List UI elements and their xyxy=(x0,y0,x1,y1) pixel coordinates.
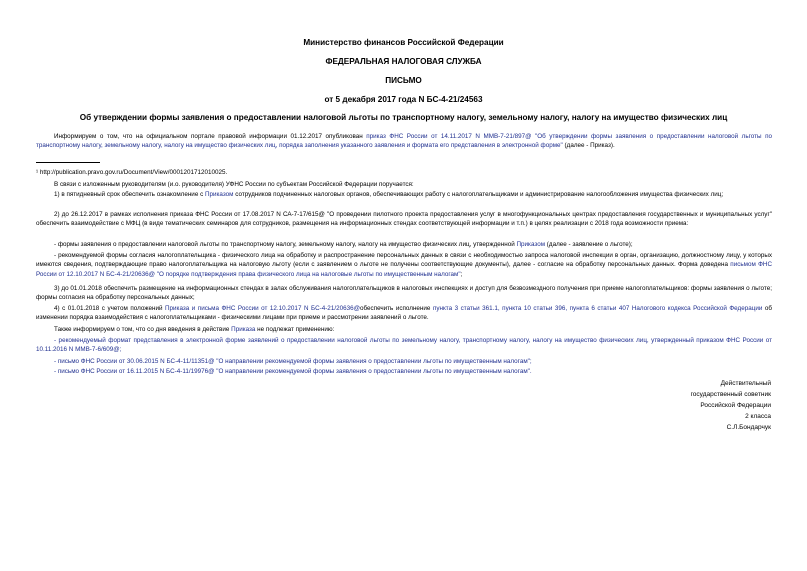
p5-text: - рекомендуемой формы согласия налогоплательщика - физического лица на обработку и распространение персональных данных в связи с необходимостью запроса налоговой инспекции в орган, организацию, должностному лицу, у которых имеются сведения, подтверждающие право налогоплательщика на налоговую льготу (если с заявлением о льготе не получены соответствующие документы), далее - согласие на обработку персональных данных. Форма доведена xyxy=(36,252,772,269)
order-link-3[interactable]: Приказом xyxy=(516,241,546,248)
doc-type: ПИСЬМО xyxy=(385,76,422,85)
service-title: ФЕДЕРАЛЬНАЯ НАЛОГОВАЯ СЛУЖБА xyxy=(325,57,482,66)
paragraph-7 xyxy=(36,304,772,323)
paragraph-4 xyxy=(36,240,772,249)
paragraph-2 xyxy=(36,190,772,199)
paragraph-6: 3) до 01.01.2018 обеспечить размещение на информационных стендах в залах обслуживания налогоплательщиков в налоговых инспекциях и доступ для безвозмездного получения при приеме налогоплательщиков: формы заявления о льготе; формы согласия на обработку персональных данных; xyxy=(36,285,772,302)
paragraph-8 xyxy=(36,325,772,334)
letter-link[interactable]: письмом ФНС России от 12.10.2017 N БС-4-21/20636@ "О порядке подтверждения права физического лица на налоговые льготы по имущественным налогам" xyxy=(36,261,772,278)
footnote: ¹ http://publication.pravo.gov.ru/Document/View/0001201712010025. xyxy=(36,169,228,176)
p7-text-end: об изменении порядка взаимодействия с налогоплательщиками - физическими лицами при приеме и рассмотрении заявлений о льготе. xyxy=(36,305,772,322)
doc-date-number: от 5 декабря 2017 года N БС-4-21/24563 xyxy=(324,95,483,104)
intro-paragraph xyxy=(36,132,772,151)
footnote-divider xyxy=(36,162,100,163)
p5-text-end: ; xyxy=(460,270,463,278)
signature-line-4: 2 класса xyxy=(745,413,771,420)
p7-text-mid: обеспечить исполнение xyxy=(359,305,433,312)
signature-line-2: государственный советник xyxy=(690,391,771,398)
p8-text-end: не подлежат применению: xyxy=(255,326,335,333)
paragraph-9[interactable]: - рекомендуемый формат представления в электронной форме заявлений о предоставлении налоговой льготы по земельному налогу, транспортному налогу, налогу на имущество физических лиц, утвержденный приказом ФНС России от 10.11.2016 N ММВ-7-6/609@; xyxy=(36,337,772,354)
signature-name: С.Л.Бондарчук xyxy=(726,424,771,431)
paragraph-5 xyxy=(36,251,772,279)
paragraph-3: 2) до 26.12.2017 в рамках исполнения приказа ФНС России от 17.08.2017 N СА-7-17/615@ "О проведении пилотного проекта предоставления услуг в многофункциональных центрах предоставления государственных и муниципальных услуг" обеспечить взаимодействие с МФЦ (в виде тематических семинаров для сотрудников, размещения на информационных стендах соответствующей информации и т.п.) в целях реализации с 2018 года возможности приема: xyxy=(36,211,772,228)
paragraph-11[interactable]: - письмо ФНС России от 16.11.2015 N БС-4-11/19976@ "О направлении рекомендуемой формы заявления о предоставлении льготы по имущественным налогам". xyxy=(54,368,532,375)
intro-text-end: (далее - Приказ). xyxy=(562,142,615,150)
intro-text: Информируем о том, что на официальном портале правовой информации 01.12.2017 опубликован xyxy=(54,133,367,140)
paragraph-1: В связи с изложенным руководителям (и.о. руководителя) УФНС России по субъектам Российской Федерации поручается: xyxy=(54,181,414,188)
order-link[interactable]: приказ ФНС России от 14.11.2017 N ММВ-7-21/897@ "Об утверждении формы заявления о предоставлении налоговой льготы по транспортному налогу, земельному налогу, налогу на имущество физических лиц, порядка заполнения указанного заявления и формата его представления в электронной форме" xyxy=(36,133,772,150)
p2-text-end: сотрудников подчиненных налоговых органов, обеспечивающих работу с налогоплательщиками и администрирование налогообложения имущества физических лиц; xyxy=(233,191,724,198)
order-letter-link[interactable]: Приказа и письма ФНС России от 12.10.2017 N БС-4-21/20636@ xyxy=(165,305,360,312)
ministry-title: Министерство финансов Российской Федерации xyxy=(303,38,504,47)
p8-text: Также информируем о том, что со дня введения в действие xyxy=(54,326,232,333)
tax-code-link[interactable]: пункта 3 статьи 361.1, пункта 10 статьи 396, пункта 6 статьи 407 Налогового кодекса Российской Федерации xyxy=(432,305,763,312)
order-link-2[interactable]: Приказом xyxy=(204,191,234,198)
signature-line-3: Российской Федерации xyxy=(700,402,771,409)
p7-text: 4) с 01.01.2018 с учетом положений xyxy=(54,305,166,312)
doc-subject: Об утверждении формы заявления о предоставлении налоговой льготы по транспортному налогу, земельному налогу, налогу на имущество физических лиц xyxy=(79,113,728,122)
signature-line-1: Действительный xyxy=(720,380,771,387)
order-link-4[interactable]: Приказа xyxy=(231,326,256,333)
p4-text: - формы заявления о предоставлении налоговой льготы по транспортному налогу, земельному налогу, налогу на имущество физических лиц, утвержденной xyxy=(54,241,517,248)
p4-text-end: (далее - заявление о льготе); xyxy=(545,241,633,248)
paragraph-10[interactable]: - письмо ФНС России от 30.06.2015 N БС-4-11/11351@ "О направлении рекомендуемой формы заявления о предоставлении льготы по имущественным налогам"; xyxy=(54,358,532,365)
p2-text: 1) в пятидневный срок обеспечить ознакомление с xyxy=(54,191,205,198)
signature-block xyxy=(611,378,771,433)
